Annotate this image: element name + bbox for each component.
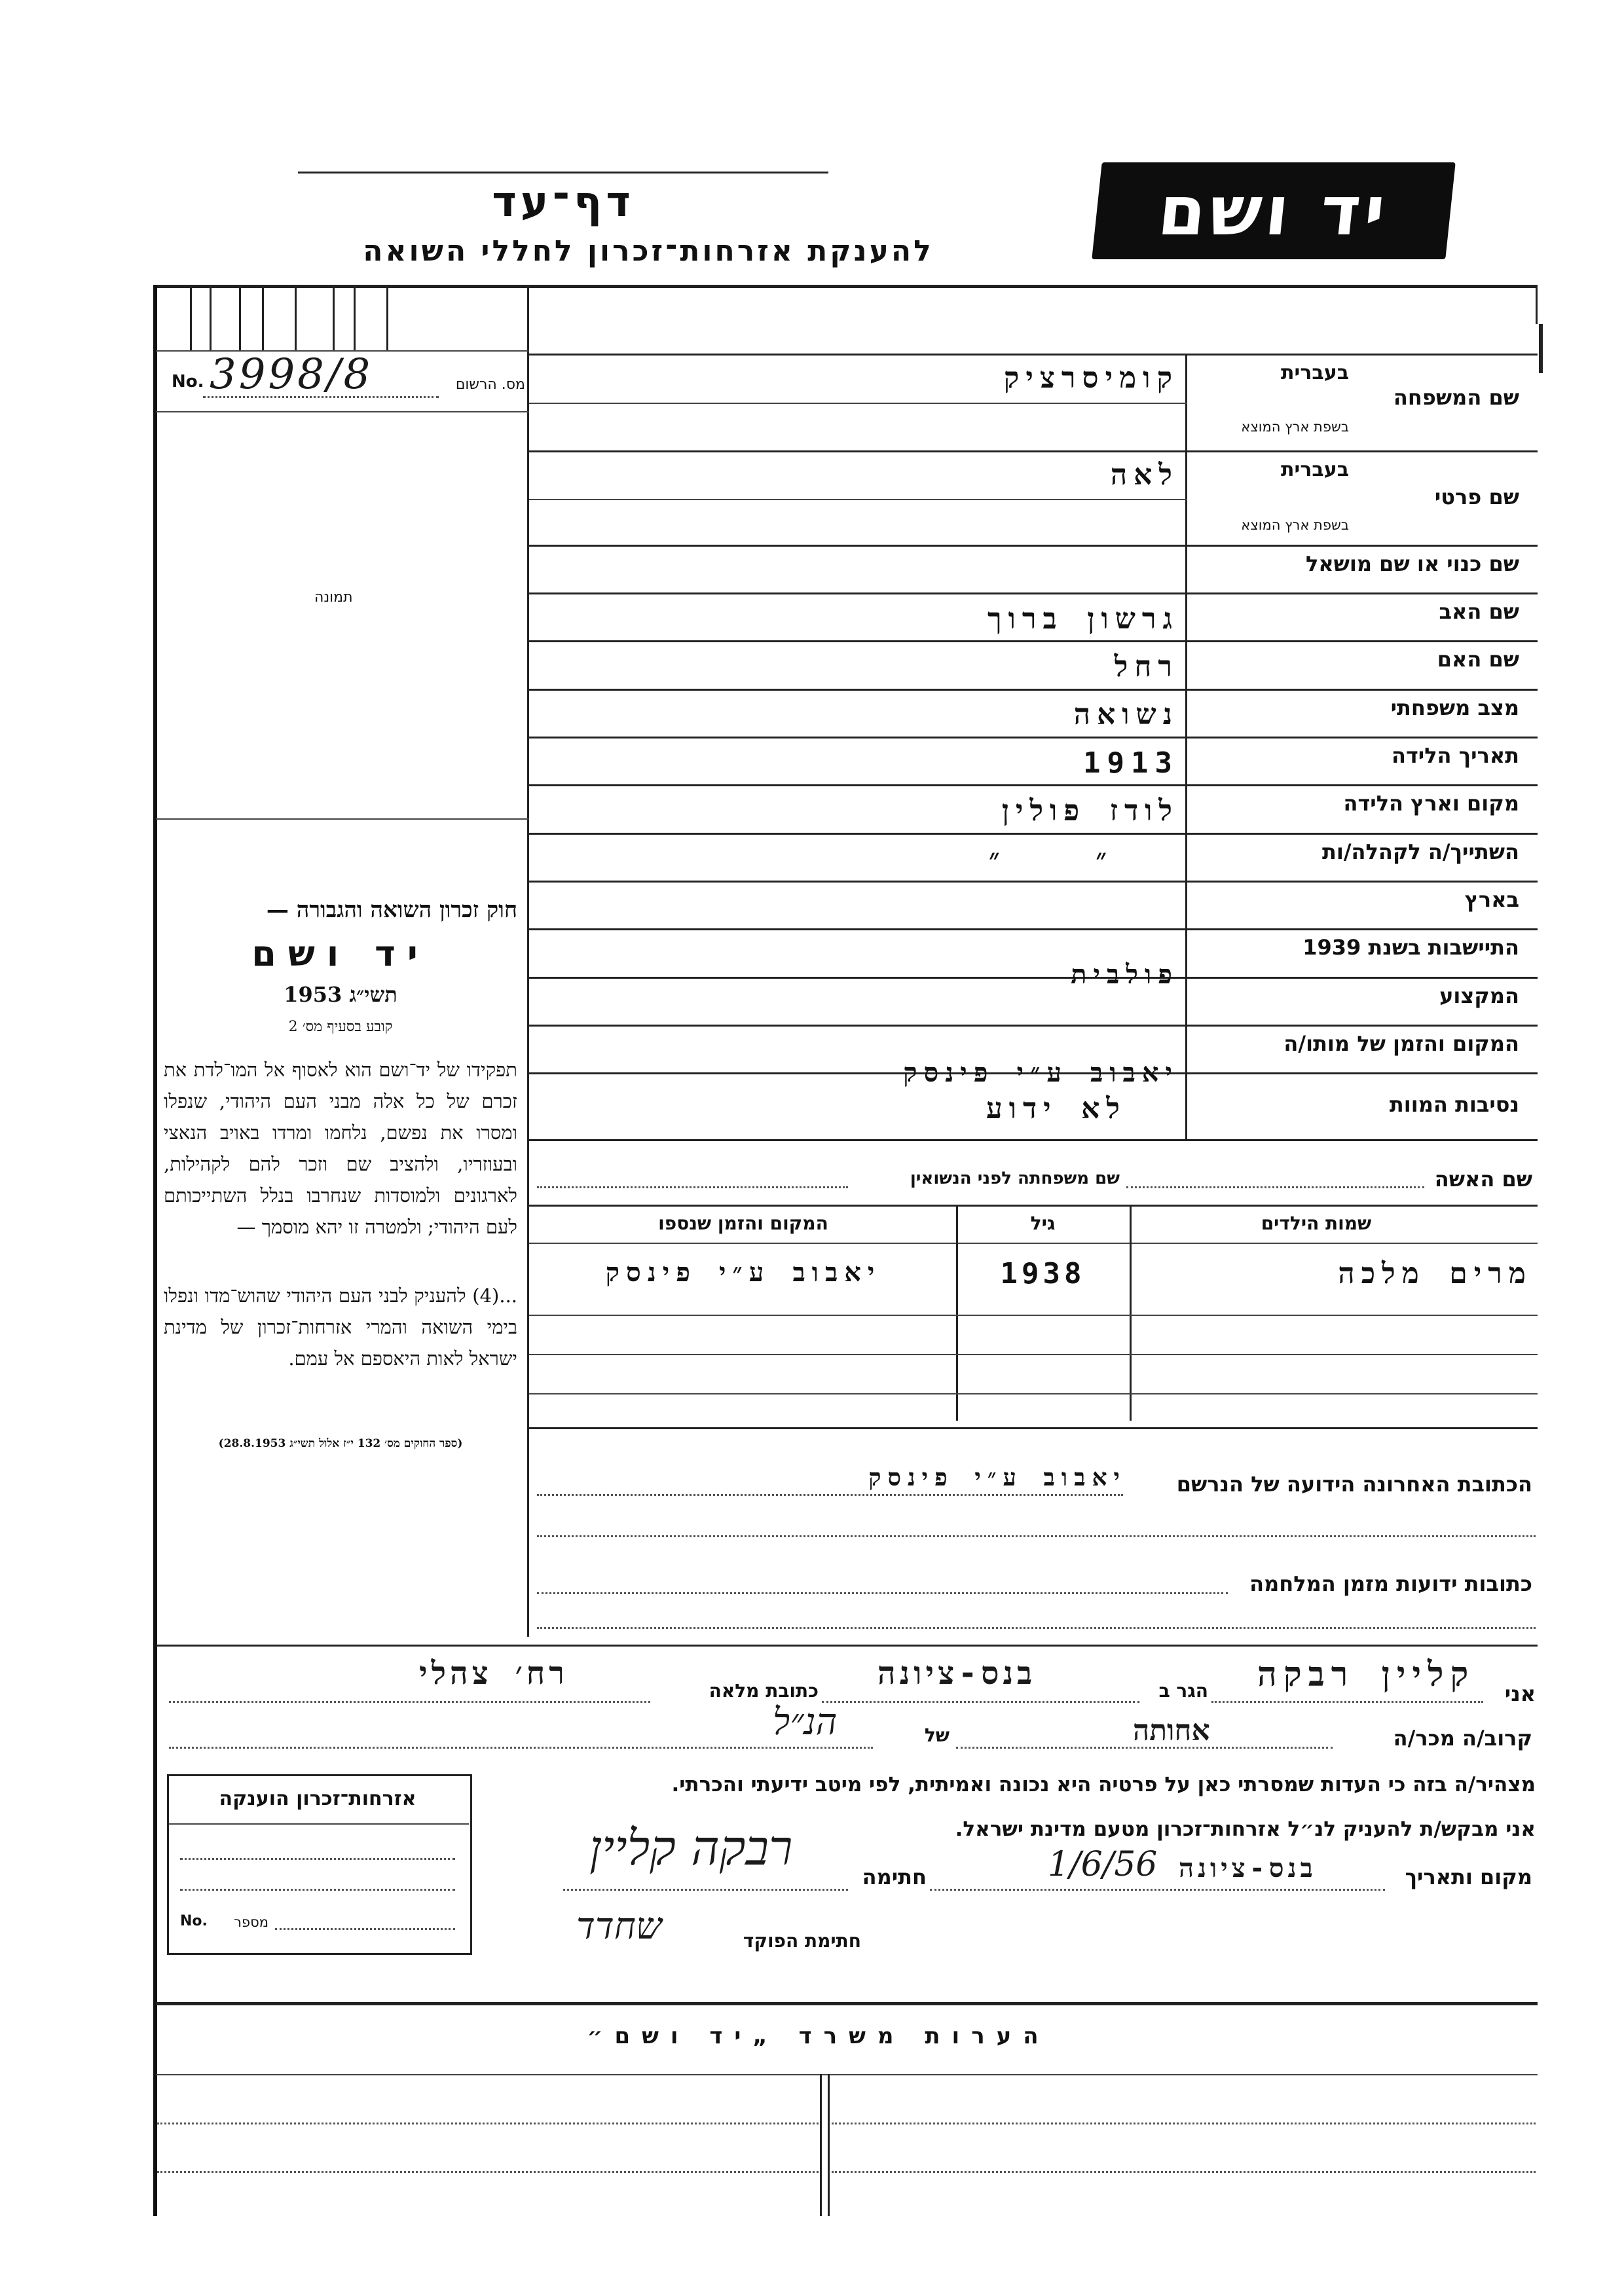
family-name-value: קומיסרציק [1003,361,1179,395]
row-line [529,450,1538,452]
row-line [529,689,1538,691]
law-body: תפקידו של יד־ושם הוא לאסוף אל המו־לדת את זכרם של כל אלה מבני העם היהודי, שנפלו ומסרו את נפשם, נלחמו ומרדו באויב הנאצי ובעוזריו, ולהציב שם וזכר להם לקהילות, לארגונים ולמוסדות שנחרבו בנלל השתייכותם לעם היהודי; ולמטרה זו יהא מוסמך — [164,1059,517,1238]
last-address-label: הכתובת האחרונה הידועה של הנרשם [1176,1472,1532,1497]
children-row-line [529,1315,1538,1316]
declarant-city: בנס-ציונה [877,1655,1037,1692]
family-name-hebrew-label: בעברית [1281,361,1349,384]
registration-label: מס. הרשום [455,376,525,393]
law-year: תשי״ג 1953 [284,982,397,1007]
request-text: אני מבקש/ת להעניק לנ״ל אזרחות־זכרון מטעם מדינת ישראל. [955,1817,1536,1841]
registration-number: 3998/8 [210,350,373,399]
children-row-line [529,1393,1538,1394]
registration-prefix: No. [172,372,204,392]
code-box-divider [386,285,388,350]
frame-top [156,285,1538,288]
code-box-divider [295,285,297,350]
photo-label: תמונה [314,589,353,606]
mother-value: רחל [1114,650,1179,683]
of-line [169,1747,873,1749]
of-label: של [924,1724,950,1746]
birth-date-label: תאריך הלידה [1391,743,1519,768]
birth-date-value: 1913 [1083,746,1179,780]
grant-box-line [180,1889,455,1891]
signature-line [563,1889,848,1891]
law-clause: קובע בסעיף מס׳ 2 [288,1019,393,1035]
row-line [529,737,1538,738]
page-title: דף־עד [492,178,635,227]
war-addresses-line [537,1592,1228,1594]
of-value: הנ״ל [773,1701,838,1743]
grant-box-number-label: מספר [234,1914,268,1930]
declarant-signature: רבקה קליין [589,1820,793,1876]
children-col-divider [956,1205,958,1421]
title-overline [298,172,828,173]
children-col-divider [1130,1205,1132,1421]
row-line [529,784,1538,786]
remarks-line [157,2123,819,2124]
marital-status-label: מצב משפחתי [1390,695,1519,720]
relative-label: קרוב/ה מכר/ה [1393,1726,1532,1751]
row-line [529,640,1538,642]
law-source: (ספר החוקים מס׳ 132 י״ז אלול תשי״ג 28.8.1953) [218,1437,463,1450]
community-value: ״ ״ [989,843,1146,876]
spouse-line [1126,1186,1424,1188]
row-line [529,1139,1538,1141]
photo-placeholder [156,412,526,818]
signature-label: חתימה [862,1865,927,1889]
declarant-address-label: כתובת מלאה [709,1680,819,1702]
family-name-label: שם המשפחה [1393,385,1519,410]
grant-box-number-prefix: No. [180,1913,208,1929]
spouse-label: שם האשה [1434,1167,1532,1192]
father-value: גרשון ברוך [987,602,1179,636]
code-box-divider [190,285,192,350]
birth-place-value: לודז פולין [1001,794,1179,828]
row-line [529,545,1538,547]
left-column-divider [527,285,529,1637]
code-box-divider [354,285,356,350]
last-address-line-2 [537,1535,1536,1537]
row-line [529,354,1538,355]
remarks-divider [828,2074,830,2216]
profession-label: המקצוע [1439,983,1519,1008]
children-place-header: המקום והזמן שנספו [658,1212,828,1234]
death-place-value: יאבוב ע״י פינסק [903,1058,1179,1088]
declarant-relation: אחותה [1133,1714,1210,1747]
frame-right-tick [1539,324,1543,373]
war-addresses-label: כתובות ידועות מזמן המלחמה [1249,1571,1532,1596]
declarant-i-label: אני [1504,1681,1536,1706]
death-place-label: המקום והזמן של מותו/ה [1283,1031,1519,1056]
remarks-line [832,2171,1536,2173]
first-name-value: לאה [1110,458,1179,492]
child-place: יאבוב ע״י פינסק [605,1258,881,1288]
officer-signature: שחדד [576,1905,662,1948]
declarant-name: קליין רבקה [1257,1655,1475,1694]
code-box-divider [239,285,241,350]
page-subtitle: להענקת אזרחות־זכרון לחללי השואה [363,234,934,268]
children-names-header: שמות הילדים [1261,1212,1372,1234]
grant-box-number-line [275,1928,455,1930]
residence-1939-label: התיישבות בשנת 1939 [1302,935,1519,960]
children-table-bottom [529,1427,1538,1429]
last-address-line [537,1494,1123,1496]
office-remarks-title: הערות משרד „יד ושם״ [587,2023,1050,2049]
grant-box-divider [169,1823,469,1825]
death-circumstances-value: לא ידוע [986,1092,1126,1125]
spouse-maiden-label: שם משפחתה לפני הנשואין [910,1169,1120,1188]
death-circumstances-label: נסיבות המוות [1389,1092,1519,1117]
law-title: חוק זכרון השואה והגבורה — [266,897,517,923]
photo-bottom [156,818,529,820]
children-age-header: גיל [1030,1212,1056,1234]
declarant-city-line [822,1701,1139,1703]
birth-place-label: מקום וארץ הלידה [1343,791,1519,816]
children-row-line [529,1354,1538,1355]
child-age: 1938 [1000,1257,1086,1290]
row-line [529,499,1187,500]
row-line [529,1025,1538,1027]
logo-text: יד ושם [1154,171,1393,251]
remarks-header-bottom [156,2074,1538,2075]
code-box-divider [333,285,335,350]
code-box-divider [210,285,212,350]
nickname-label: שם כנוי או שם מושאל [1305,551,1519,576]
grant-box-title: אזרחות־זכרון הוענקה [219,1787,416,1810]
remarks-line [157,2171,819,2173]
place-date-line [930,1889,1385,1891]
declarant-date: 1/6/56 [1048,1845,1158,1884]
declarant-section-top [156,1645,1538,1647]
marital-status-value: נשואה [1073,698,1179,731]
child-name: מרים מלכה [1338,1257,1532,1290]
last-address-value: יאבוב ע״י פינסק [868,1465,1126,1491]
family-name-origin-label: בשפת ארץ המוצא [1241,419,1349,435]
declarant-address-line [169,1701,650,1703]
declaration-text: מצהיר/ה בזה כי העדות שמסרתי כאן על פרטיה היא נכונה ואמיתית, לפי מיטב ידיעתי והכרתי. [671,1773,1536,1796]
first-name-hebrew-label: בעברית [1281,458,1349,481]
yad-vashem-logo [1092,162,1456,259]
children-header-bottom [529,1243,1538,1244]
registration-line [203,396,439,398]
code-box-divider [262,285,264,350]
father-label: שם האב [1439,599,1519,624]
officer-label: חתימת הפוקד [743,1930,861,1952]
declarant-lives-label: הגר ב [1158,1680,1208,1702]
declarant-address: רח׳ צהלי [419,1655,568,1692]
row-line [529,881,1538,883]
row-line [529,1205,1538,1207]
place-date-label: מקום ותאריך [1405,1865,1532,1889]
remarks-line [832,2123,1536,2124]
declarant-name-line [1211,1701,1483,1703]
first-name-origin-label: בשפת ארץ המוצא [1241,517,1349,533]
row-line [529,592,1538,594]
row-line [529,928,1538,930]
frame-right [1536,285,1538,324]
remarks-top [156,2002,1538,2005]
war-addresses-line-2 [537,1627,1536,1629]
law-item-4: ...(4) להעניק לבני העם היהודי שהוש־מדו ונפלו בימי השואה והמרי אזרחות־זכרון של מדינת ישראל לאות היאספם אל עמם. [164,1285,517,1370]
grant-box-line [180,1858,455,1860]
spouse-maiden-line [537,1186,848,1188]
law-name: יד ושם [251,933,430,974]
declarant-place: בנס-ציונה [1179,1853,1317,1884]
remarks-divider [820,2074,822,2216]
mother-label: שם האם [1437,647,1519,672]
row-line [529,833,1538,835]
label-column-divider [1185,354,1187,1139]
first-name-label: שם פרטי [1434,484,1519,509]
relative-line [956,1747,1333,1749]
row-line [529,403,1187,404]
community-label: השתייך/ה לקהלה/ות [1321,839,1519,864]
residence-1939-value: פולבית [1071,960,1179,990]
country-label: בארץ [1464,887,1519,912]
